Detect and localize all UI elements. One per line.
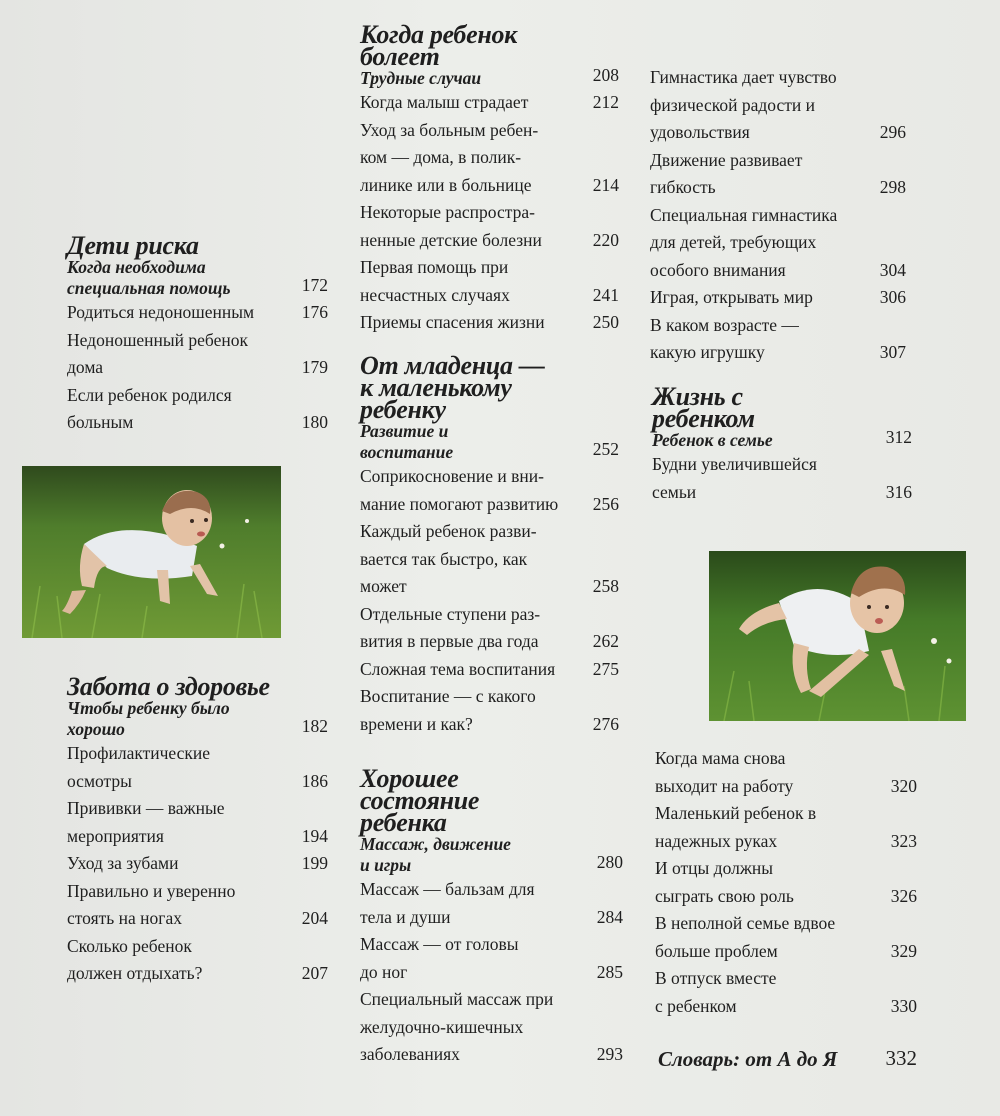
section-title: Жизнь с ребенком — [652, 382, 755, 433]
page-number: 172 — [301, 275, 328, 295]
toc-entry[interactable]: Маленький ребенок в надежных руках 323 — [655, 800, 917, 855]
toc-entry[interactable]: Воспитание — с какого времени и как? 276 — [360, 683, 619, 738]
page-number: 179 — [301, 357, 328, 377]
page-number: 326 — [890, 885, 917, 906]
toc-entry[interactable]: Прививки — важные мероприятия 194 — [67, 795, 328, 850]
page-number: 293 — [596, 1044, 623, 1064]
toc-entry[interactable]: Уход за зубами 199 — [67, 850, 328, 878]
section-dictionary — [658, 1046, 917, 1072]
toc-entry[interactable]: Специальная гимнастика для детей, требующих особого внимания 304 — [650, 202, 906, 285]
section-title: Хорошее состояние ребенка — [360, 764, 480, 837]
section-infant — [360, 351, 619, 738]
toc-entry[interactable]: Недоношенный ребенок дома 179 — [67, 327, 328, 382]
page-number: 329 — [890, 940, 917, 961]
section-title: Когда ребенок болеет — [360, 20, 518, 71]
section-family — [655, 745, 917, 1020]
page-number: 304 — [879, 259, 906, 280]
page-number: 180 — [301, 412, 328, 432]
page-number: 280 — [596, 852, 623, 872]
photo-baby-crawling-left — [22, 466, 281, 638]
section-risk — [67, 231, 328, 437]
toc-entry-heading[interactable]: Когда необходима специальная помощь 172 — [67, 257, 328, 298]
toc-entry-heading[interactable]: Развитие и воспитание 252 — [360, 421, 619, 462]
toc-entry[interactable]: Движение развивает гибкость 298 — [650, 147, 906, 202]
toc-entry-heading[interactable]: Словарь: от А до Я 332 — [658, 1046, 917, 1071]
toc-entry[interactable]: Когда малыш страдает 212 — [360, 89, 619, 117]
toc-entry[interactable]: В каком возрасте — какую игрушку 307 — [650, 312, 906, 367]
toc-entry[interactable]: Массаж — бальзам для тела и души 284 — [360, 876, 623, 931]
photo-baby-crawling-right — [709, 551, 966, 721]
page-number: 220 — [592, 229, 619, 250]
page-number: 252 — [592, 439, 619, 459]
page-number: 285 — [596, 961, 623, 982]
toc-entry-heading[interactable]: Массаж, движение и игры 280 — [360, 834, 623, 875]
section-ill — [360, 20, 619, 337]
page-number: 250 — [592, 312, 619, 332]
page-number: 323 — [890, 830, 917, 851]
page-number: 332 — [885, 1046, 917, 1070]
page-number: 316 — [885, 481, 912, 502]
toc-entry[interactable]: Первая помощь при несчастных случаях 241 — [360, 254, 619, 309]
toc-entry[interactable]: И отцы должны сыграть свою роль 326 — [655, 855, 917, 910]
toc-entry[interactable]: Сложная тема воспитания 275 — [360, 656, 619, 684]
toc-entry[interactable]: Отдельные ступени раз- вития в первые два года 262 — [360, 601, 619, 656]
section-health — [67, 672, 328, 988]
section-title: От младенца — к маленькому ребенку — [360, 351, 545, 424]
toc-entry[interactable]: Специальный массаж при желудочно-кишечных заболеваниях 293 — [360, 986, 623, 1069]
toc-entry[interactable]: Некоторые распростра- ненные детские болезни 220 — [360, 199, 619, 254]
toc-entry[interactable]: Когда мама снова выходит на работу 320 — [655, 745, 917, 800]
toc-entry[interactable]: Приемы спасения жизни 250 — [360, 309, 619, 337]
section-state — [360, 764, 623, 1069]
section-gym — [650, 64, 906, 367]
toc-entry[interactable]: Сколько ребенок должен отдыхать? 207 — [67, 933, 328, 988]
page-number: 214 — [592, 174, 619, 195]
toc-entry[interactable]: Родиться недоношенным 176 — [67, 299, 328, 327]
section-title: Дети риска — [67, 231, 199, 260]
page-number: 186 — [301, 770, 328, 791]
page-number: 176 — [301, 302, 328, 322]
toc-entry[interactable]: Соприкосновение и вни- мание помогают развитию 256 — [360, 463, 619, 518]
page-number: 284 — [596, 906, 623, 927]
page-number: 307 — [879, 342, 906, 362]
toc-entry[interactable]: Профилактические осмотры 186 — [67, 740, 328, 795]
page-number: 194 — [301, 825, 328, 846]
page-number: 275 — [592, 658, 619, 679]
toc-entry[interactable]: Правильно и уверенно стоять на ногах 204 — [67, 878, 328, 933]
page-number: 262 — [592, 631, 619, 651]
section-life — [652, 382, 912, 506]
page-number: 258 — [592, 576, 619, 596]
toc-entry[interactable]: Уход за больным ребен- ком — дома, в полик- линике или в больнице 214 — [360, 117, 619, 200]
page-number: 320 — [890, 775, 917, 796]
toc-entry-heading[interactable]: Ребенок в семье 312 — [652, 430, 912, 451]
toc-entry[interactable]: Гимнастика дает чувство физической радости и удовольствия 296 — [650, 64, 906, 147]
toc-entry[interactable]: Массаж — от головы до ног 285 — [360, 931, 623, 986]
toc-entry-heading[interactable]: Чтобы ребенку было хорошо 182 — [67, 698, 328, 739]
page-number: 298 — [879, 177, 906, 197]
toc-entry[interactable]: Будни увеличившейся семьи 316 — [652, 451, 912, 506]
toc-entry[interactable]: Каждый ребенок разви- вается так быстро, как может 258 — [360, 518, 619, 601]
toc-entry[interactable]: В отпуск вместе с ребенком 330 — [655, 965, 917, 1020]
page-number: 212 — [592, 92, 619, 112]
page-number: 330 — [890, 995, 917, 1016]
toc-entry[interactable]: Играя, открывать мир 306 — [650, 284, 906, 312]
page-number: 207 — [301, 963, 328, 983]
page-number: 204 — [301, 908, 328, 928]
page-number: 276 — [592, 713, 619, 734]
page-number: 241 — [592, 284, 619, 305]
section-title: Забота о здоровье — [67, 672, 270, 701]
toc-entry[interactable]: Если ребенок родился больным 180 — [67, 382, 328, 437]
page-number: 208 — [592, 65, 619, 85]
toc-entry-heading[interactable]: Трудные случаи 208 — [360, 68, 619, 89]
page-number: 306 — [879, 287, 906, 307]
page-number: 182 — [301, 716, 328, 736]
page-number: 296 — [879, 122, 906, 142]
page-number: 199 — [301, 853, 328, 873]
page-number: 312 — [885, 427, 912, 447]
toc-entry[interactable]: В неполной семье вдвое больше проблем 329 — [655, 910, 917, 965]
page-number: 256 — [592, 493, 619, 514]
